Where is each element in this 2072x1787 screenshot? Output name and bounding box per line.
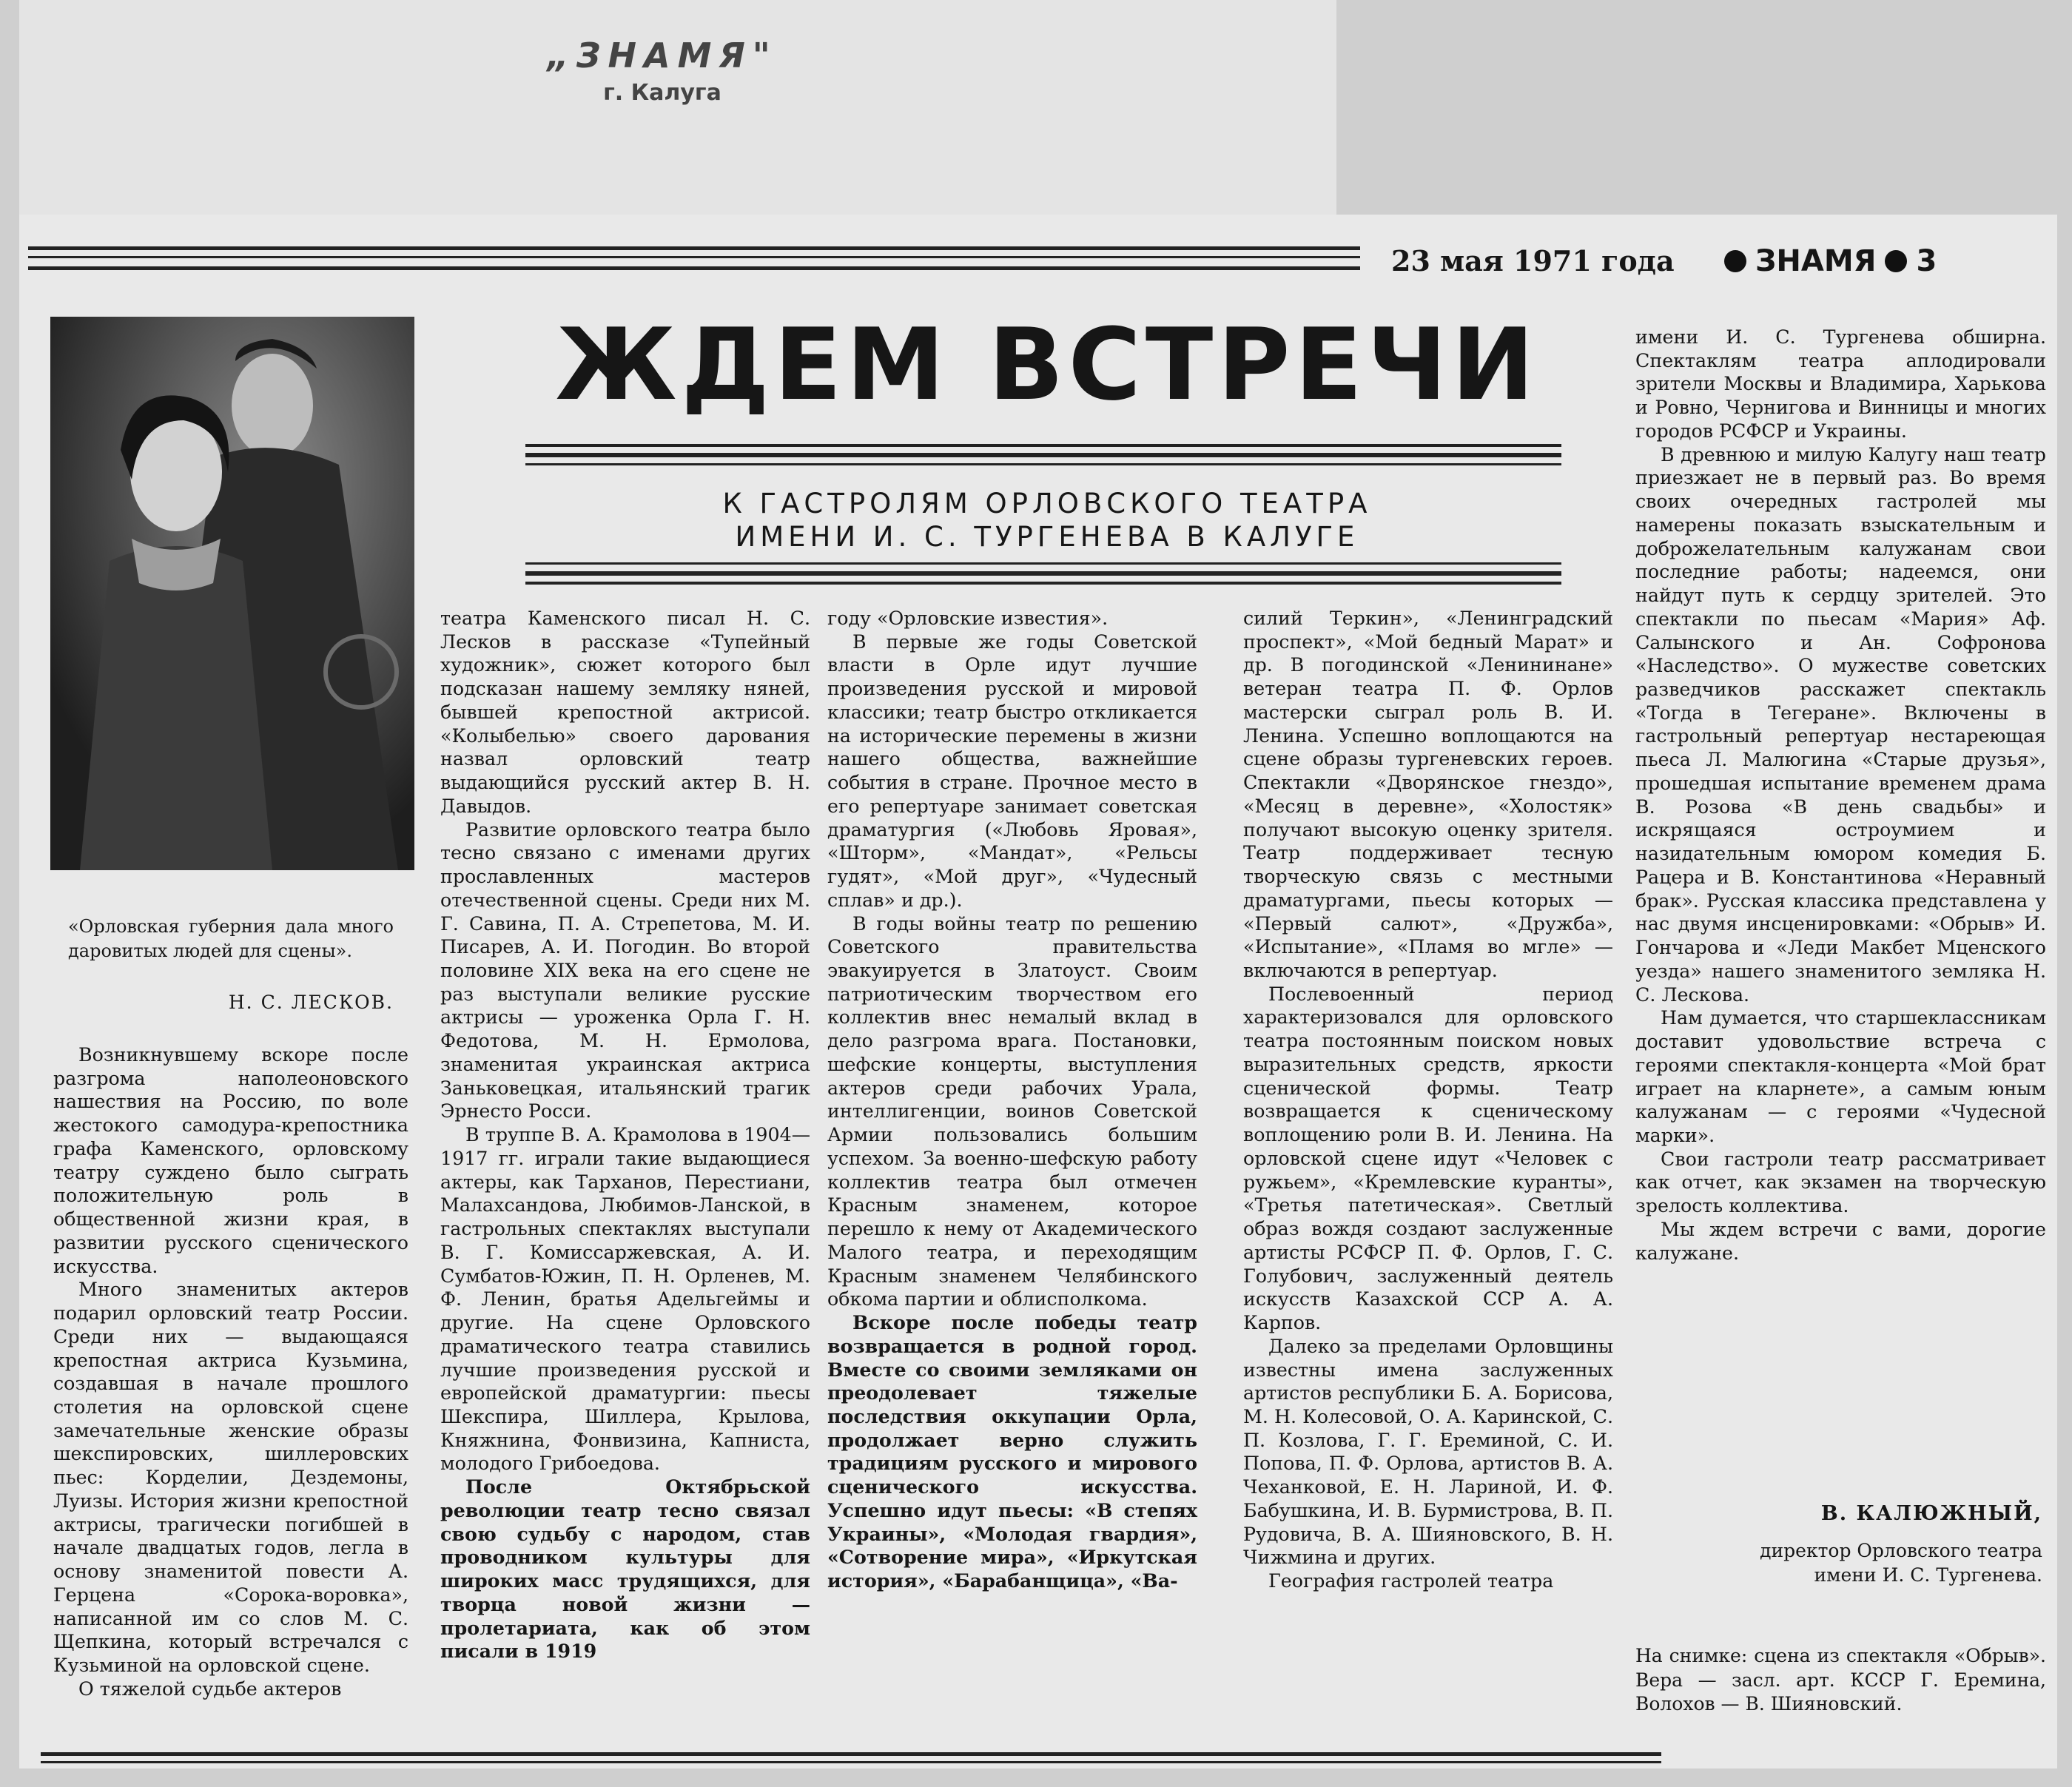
headline-rule-3 (525, 463, 1561, 465)
article-subhead (629, 487, 1465, 553)
masthead (1724, 244, 1937, 278)
issue-date: 23 мая 1971 года (1391, 244, 1675, 277)
paragraph: География гастролей театра (1268, 1570, 1554, 1592)
newspaper-stamp (544, 36, 781, 106)
bullet-icon (1724, 250, 1746, 272)
subhead-rule-2 (525, 571, 1561, 576)
paragraph: В древнюю и милую Калугу наш театр приезжает не в первый раз. Во время своих очередных гастролей мы намерены показать взыскательным и доброжелательным калужанам свои последние работы; надеемся, они найдут путь к сердцу зрителей. Это спектакли по пьесам «Мария» Аф. Салынского и Ан. Софронова «Наследство». О мужестве советских разведчиков расскажет спектакль «Тогда в Тегеране». Включены в гастрольный репертуар нестареющая пьеса Л. Малюгина «Старые друзья», прошедшая испытание временем драма В. Розова «В день свадьбы» и искрящаяся остроумием и назидательным юмором комедия Б. Рацера и В. Константинова «Неравный брак». Русская классика представлена у нас двумя инсценировками: «Обрыв» И. Гончарова и «Леди Макбет Мценского уезда» нашего знаменитого земляка Н. С. Лескова. (1635, 443, 2046, 1006)
subhead-line-1: К ГАСТРОЛЯМ ОРЛОВСКОГО ТЕАТРА (722, 488, 1372, 519)
author-title (1628, 1539, 2042, 1587)
paragraph: Вскоре после победы театр возвращается в родной город. Вместе со своими земляками он преодолевает тяжелые последствия оккупации Орла, продолжает верно служить традициям русского и мирового сценического искусства. Успешно идут пьесы: «В степях Украины», «Молодая гвардия», «Сотворение мира», «Иркутская история», «Барабанщица», «Ва- (827, 1311, 1197, 1592)
paragraph: Свои гастроли театр рассматривает как отчет, как экзамен на творческую зрелость коллектива. (1635, 1148, 2046, 1217)
paragraph: После Октябрьской революции театр тесно связал свою судьбу с народом, став проводником культуры для широких масс трудящихся, для творца новой жизни — пролетариата, как об этом писали в 1919 (440, 1475, 810, 1663)
paragraph: силий Теркин», «Ленинградский проспект», «Мой бедный Марат» и др. В погодинской «Ленининане» ветеран театра П. Ф. Орлов мастерски сыграл роль В. И. Ленина. Успешно воплощаются на сцене образы тургеневских героев. Спектакли «Дворянское гнездо», «Месяц в деревне», «Холостяк» получают высокую оценку зрителя. Театр поддерживает тесную творческую связь с местными драматургами, пьесы которых — «Первый салют», «Дружба», «Испытание», «Пламя во мгле» — включаются в репертуар. (1243, 608, 1613, 982)
subhead-line-2: ИМЕНИ И. С. ТУРГЕНЕВА В КАЛУГЕ (735, 521, 1359, 553)
article-headline: ЖДЕМ ВСТРЕЧИ (555, 307, 1539, 423)
top-rule-1 (28, 246, 1360, 250)
stamp-paper-name: „ЗНАМЯ" (547, 36, 778, 75)
headline-rule-1 (525, 444, 1561, 447)
paragraph: Нам думается, что старшеклассникам доставит удовольствие встреча с героями спектакля-концерта «Мой брат играет на кларнете», а самым юным калужанам — с героями «Чудесной марки». (1635, 1007, 2046, 1146)
author-signature: В. КАЛЮЖНЫЙ, (1820, 1502, 2042, 1525)
author-title-line-1: директор Орловского театра (1760, 1540, 2042, 1561)
paragraph: Развитие орловского театра было тесно связано с именами других прославленных мастеров отечественной сцены. Среди них М. Г. Савина, П. А. Стрепетова, М. И. Писарев, А. И. Погодин. Во второй половине XIX века на его сцене не раз выступали великие русские актрисы — уроженка Орла Г. Н. Федотова, М. Н. Ермолова, знаменитая украинская актриса Заньковецкая, итальянский трагик Эрнесто Росси. (440, 818, 810, 1123)
paragraph: году «Орловские известия». (827, 608, 1109, 629)
bullet-icon (1885, 250, 1907, 272)
theatre-scene-photo (50, 317, 414, 870)
paragraph: В годы войны театр по решению Советского правительства эвакуируется в Златоуст. Своим патриотическим творчеством его коллектив внес немалый вклад в дело разгрома врага. Постановки, шефские концерты, выступления актеров среди рабочих Урала, интеллигенции, воинов Советской Армии пользовались большим успехом. За военно-шефскую работу коллектив театра был отмечен Красным знаменем, которое перешло к нему от Академического Малого театра, и переходящим Красным знаменем Челябинского обкома партии и облисполкома. (827, 912, 1197, 1310)
paragraph: В труппе В. А. Крамолова в 1904—1917 гг. играли такие выдающиеся актеры, как Тарханов, Перестиани, Малахсандова, Любимов-Ланской, в гастрольных спектаклях выступали В. Г. Комиссаржевская, А. И. Сумбатов-Южин, П. Н. Орленев, М. Ф. Ленин, братья Адельгеймы и другие. На сцене Орловского драматического театра ставились лучшие произведения русской и европейской драматургии: пьесы Шекспира, Шиллера, Крылова, Княжнина, Фонвизина, Капниста, молодого Грибоедова. (440, 1124, 810, 1475)
page-number: 3 (1916, 244, 1937, 278)
subhead-rule-3 (525, 582, 1561, 585)
epigraph-author: Н. С. ЛЕСКОВ. (228, 992, 394, 1013)
article-column-1 (53, 1043, 408, 1701)
clipping-top-strip (19, 0, 1336, 222)
paragraph: Далеко за пределами Орловщины известны имена заслуженных артистов республики Б. А. Борисова, М. Н. Колесовой, О. А. Каринской, С. П. Козлова, Г. Г. Ереминой, С. И. Попова, П. Ф. Орлова, артистов В. А. Чеханковой, Е. Н. Лариной, И. Ф. Бабушкина, И. В. Бурмистрова, В. П. Рудовича, В. А. Шияновского, В. Н. Чижмина и других. (1243, 1335, 1613, 1569)
article-column-2 (440, 607, 810, 1663)
paragraph: В первые же годы Советской власти в Орле идут лучшие произведения русской и мировой классики; театр быстро откликается на исторические перемены в жизни нашего общества, важнейшие события в стране. Прочное место в его репертуаре занимает советская драматургия («Любовь Яровая», «Шторм», «Мандат», «Рельсы гудят», «Мой друг», «Чудесный сплав» и др.). (827, 630, 1197, 911)
paragraph: театра Каменского писал Н. С. Лесков в рассказе «Тупейный художник», сюжет которого был подсказан нашему земляку няней, бывшей крепостной актрисой. «Колыбелью» своего дарования назвал орловский театр выдающийся русский актер В. Н. Давыдов. (440, 608, 810, 817)
photo-illustration (50, 317, 414, 870)
top-rule-2 (28, 256, 1360, 258)
paragraph: имени И. С. Тургенева обширна. Спектаклям театра аплодировали зрители Москвы и Владимира, Харькова и Ровно, Чернигова и Винницы и многих городов РСФСР и Украины. (1635, 326, 2046, 442)
stamp-city: г. Калуга (603, 80, 722, 106)
subhead-rule-1 (525, 562, 1561, 565)
epigraph-quote: «Орловская губерния дала много даровитых людей для сцены». (68, 916, 394, 961)
photo-caption: На снимке: сцена из спектакля «Обрыв». Вера — засл. арт. КССР Г. Еремина, Волохов — В. Шияновский. (1635, 1645, 2046, 1714)
headline-rule-2 (525, 453, 1561, 457)
masthead-title: ЗНАМЯ (1755, 244, 1877, 278)
paragraph: Мы ждем встречи с вами, дорогие калужане. (1635, 1218, 2046, 1264)
top-rule-3 (28, 266, 1360, 270)
paragraph: Послевоенный период характеризовался для орловского театра постоянным поиском новых выразительных средств, яркости сценической формы. Театр возвращается к сценическому воплощению роли В. И. Ленина. На орловской сцене идут «Человек с ружьем», «Кремлевские куранты», «Третья патетическая». Светлый образ вождя создают заслуженные артисты РСФСР П. Ф. Орлов, Г. С. Голубович, заслуженный деятель искусств Казахской ССР А. А. Карпов. (1243, 983, 1613, 1334)
paragraph: Много знаменитых актеров подарил орловский театр России. Среди них — выдающаяся крепостная актриса Кузьмина, создавшая в начале прошлого столетия на орловской сцене замечательные женские образы шекспировских, шиллеровских пьес: Корделии, Дездемоны, Луизы. История жизни крепостной актрисы, трагически погибшей в начале двадцатых годов, легла в основу знаменитой повести А. Герцена «Сорока-воровка», написанной им со слов М. С. Щепкина, который встречался с Кузьминой на орловской сцене. (53, 1279, 408, 1677)
paragraph: Возникнувшему вскоре после разгрома наполеоновского нашествия на Россию, по воле жестокого самодура-крепостника графа Каменского, орловскому театру суждено было сыграть положительную роль в общественной жизни края, в развитии русского сценического искусства. (53, 1044, 408, 1277)
bottom-rule-1 (41, 1752, 1661, 1756)
author-title-line-2: имени И. С. Тургенева. (1814, 1564, 2042, 1586)
paragraph: О тяжелой судьбе актеров (78, 1677, 342, 1700)
article-column-4 (1243, 607, 1613, 1593)
article-column-5 (1635, 326, 2046, 1265)
article-column-3 (827, 607, 1197, 1593)
bottom-rule-2 (41, 1761, 1661, 1763)
